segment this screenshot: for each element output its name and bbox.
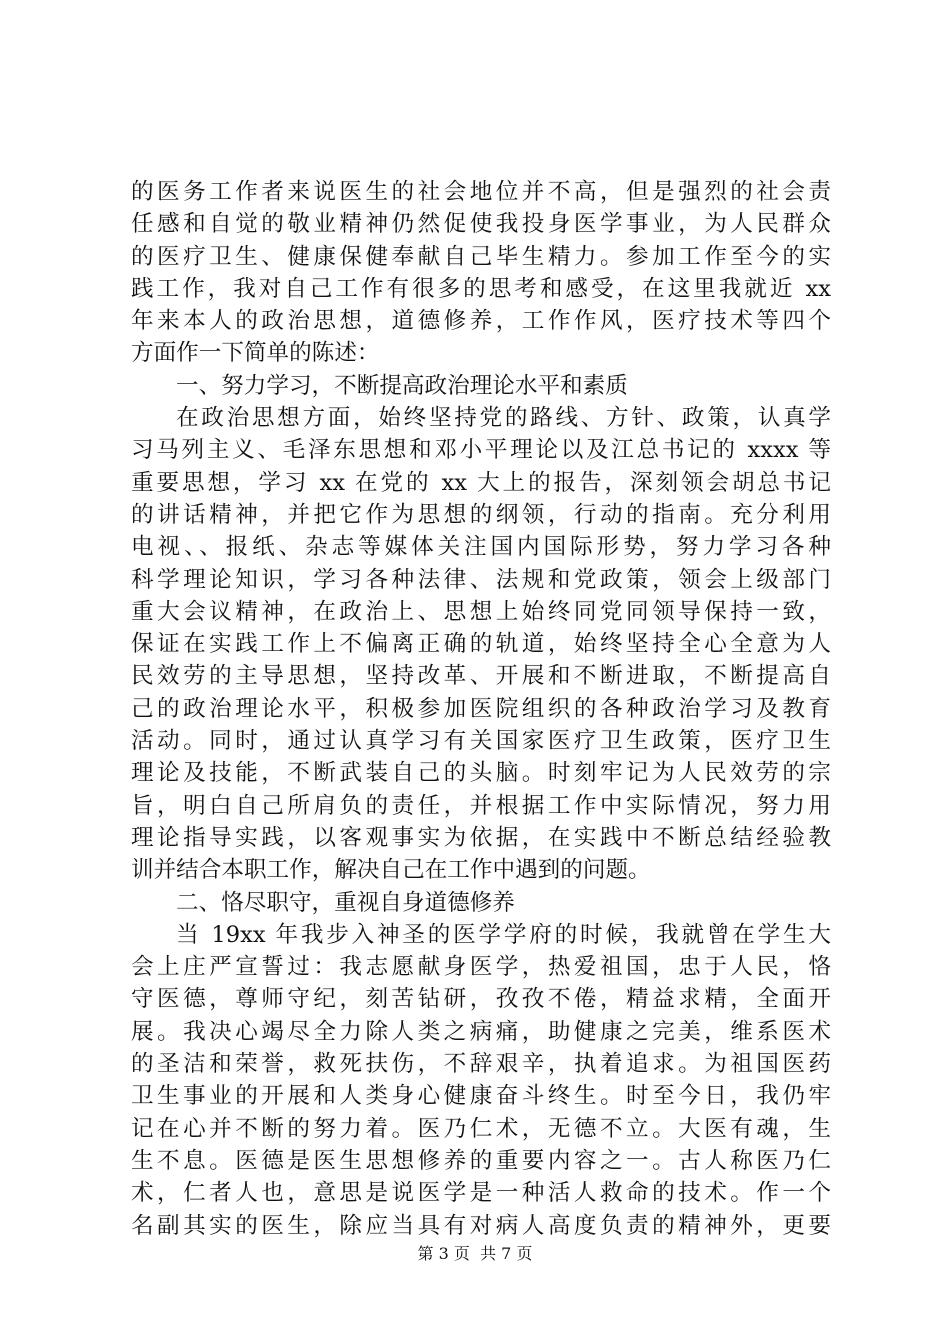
text-line: 守医德，尊师守纪，刻苦钻研，孜孜不倦，精益求精，全面开 — [131, 986, 831, 1013]
text-line: 术，仁者人也，意思是说医学是一种活人救命的技术。作一个 — [131, 1180, 831, 1207]
text-line: 在政治思想方面，始终坚持党的路线、方针、政策，认真学 — [176, 405, 831, 432]
text-line: 训并结合本职工作，解决自己在工作中遇到的问题。 — [131, 857, 651, 884]
text-line: 方面作一下简单的陈述： — [131, 340, 380, 367]
text-line: 会上庄严宣誓过：我志愿献身医学，热爱祖国，忠于人民，恪 — [131, 954, 831, 981]
text-line: 的圣洁和荣誉，救死扶伤，不辞艰辛，执着追求。为祖国医药 — [131, 1051, 831, 1078]
document-body — [131, 176, 831, 1242]
text-line: 科学理论知识，学习各种法律、法规和党政策，领会上级部门 — [131, 566, 831, 593]
text-line: 理论指导实践，以客观事实为依据，在实践中不断总结经验教 — [131, 824, 831, 851]
text-line: 当 19xx 年我步入神圣的医学学府的时候，我就曾在学生大 — [176, 921, 831, 948]
text-line: 年来本人的政治思想，道德修养，工作作风，医疗技术等四个 — [131, 308, 831, 335]
text-line: 保证在实践工作上不偏离正确的轨道，始终坚持全心全意为人 — [131, 631, 831, 658]
text-line: 旨，明白自己所肩负的责任，并根据工作中实际情况，努力用 — [131, 792, 831, 819]
text-line: 电视、、报纸、杂志等媒体关注国内国际形势，努力学习各种 — [131, 534, 831, 561]
text-line: 民效劳的主导思想，坚持改革、开展和不断进取，不断提高自 — [131, 663, 831, 690]
text-line: 的讲话精神，并把它作为思想的纲领，行动的指南。充分利用 — [131, 501, 831, 528]
text-line: 生不息。医德是医生思想修养的重要内容之一。古人称医乃仁 — [131, 1147, 831, 1174]
text-line: 己的政治理论水平，积极参加医院组织的各种政治学习及教育 — [131, 695, 831, 722]
text-line: 践工作，我对自己工作有很多的思考和感受，在这里我就近 xx — [131, 275, 831, 302]
text-line: 名副其实的医生，除应当具有对病人高度负责的精神外，更要 — [131, 1212, 831, 1239]
text-line: 习马列主义、毛泽东思想和邓小平理论以及江总书记的 xxxx 等 — [131, 437, 831, 464]
text-line: 的医疗卫生、健康保健奉献自己毕生精力。参加工作至今的实 — [131, 243, 831, 270]
text-line: 展。我决心竭尽全力除人类之病痛，助健康之完美，维系医术 — [131, 1018, 831, 1045]
text-line: 的医务工作者来说医生的社会地位并不高，但是强烈的社会责 — [131, 179, 831, 205]
section-heading: 二、恪尽职守，重视自身道德修养 — [176, 889, 515, 916]
page-footer — [0, 1244, 950, 1264]
page-number: 第 3 页 共 7 页 — [417, 1244, 533, 1263]
text-line: 卫生事业的开展和人类身心健康奋斗终生。时至今日，我仍牢 — [131, 1083, 831, 1110]
text-line: 活动。同时，通过认真学习有关国家医疗卫生政策，医疗卫生 — [131, 728, 831, 755]
text-line: 重要思想，学习 xx 在党的 xx 大上的报告，深刻领会胡总书记 — [131, 469, 831, 496]
text-line: 重大会议精神，在政治上、思想上始终同党同领导保持一致， — [131, 598, 831, 625]
text-line: 任感和自觉的敬业精神仍然促使我投身医学事业，为人民群众 — [131, 211, 831, 238]
section-heading: 一、努力学习，不断提高政治理论水平和素质 — [176, 372, 628, 399]
text-line: 记在心并不断的努力着。医乃仁术，无德不立。大医有魂，生 — [131, 1115, 831, 1142]
text-line: 理论及技能，不断武装自己的头脑。时刻牢记为人民效劳的宗 — [131, 760, 831, 787]
